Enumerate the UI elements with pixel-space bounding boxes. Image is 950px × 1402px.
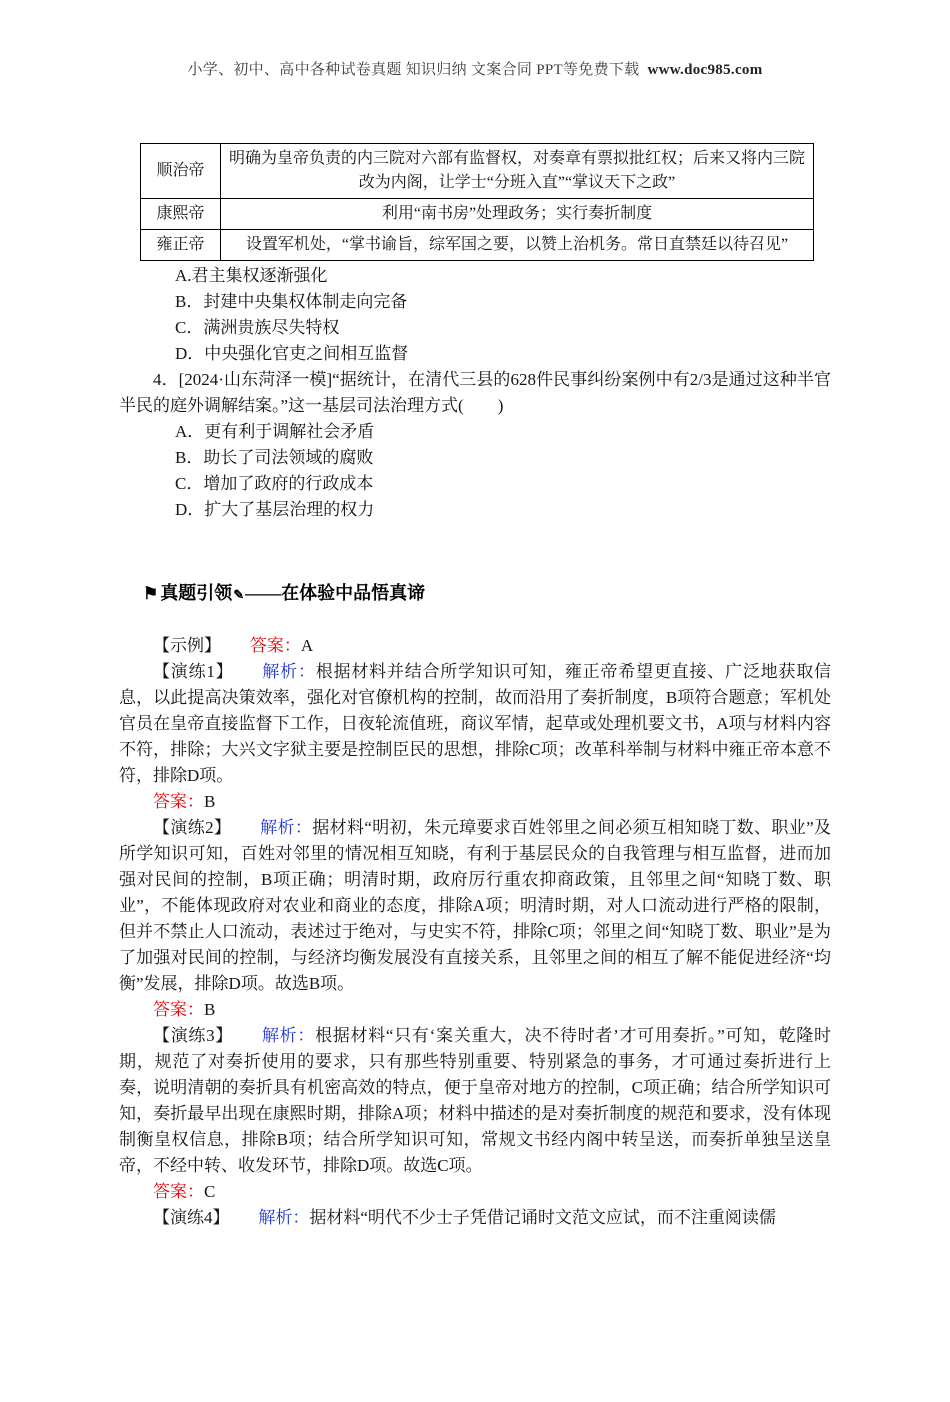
option-a: A．更有利于调解社会矛盾 bbox=[175, 422, 375, 441]
table-cell-measures: 设置军机处，“掌书谕旨，综军国之要，以赞上治机务。常日直禁廷以待召见” bbox=[221, 230, 814, 261]
analysis-body: 根据材料并结合所学知识可知，雍正帝希望更直接、广泛地获取信息，以此提高决策效率，强化对官僚机构的控制，故而沿用了奏折制度，B项符合题意；军机处官员在皇帝直接监督下工作，日夜轮流值班，商议军情，起草或处理机要文书，A项与材料内容不符，排除；大兴文字狱主要是控制臣民的思想，排除C项；改革科举制与材料中雍正帝本意不符，排除D项。 bbox=[119, 662, 832, 785]
answer-label: 答案： bbox=[153, 1000, 204, 1019]
question4-options bbox=[119, 419, 831, 523]
answer-line-3 bbox=[119, 1179, 831, 1205]
site-header bbox=[0, 58, 950, 79]
analysis-label: 解析： bbox=[261, 1026, 316, 1045]
exercise-tag: 【演练2】 bbox=[153, 818, 232, 837]
answer-label: 答案： bbox=[153, 1182, 204, 1201]
option-d: D．中央强化官吏之间相互监督 bbox=[175, 344, 409, 363]
table-row bbox=[141, 144, 814, 199]
table-cell-emperor: 顺治帝 bbox=[141, 144, 221, 199]
analysis-body: 据材料“明初，朱元璋要求百姓邻里之间必须互相知晓丁数、职业”及所学知识可知，百姓对邻里的情况相互知晓，有利于基层民众的自我管理与相互监督，进而加强对民间的控制，B项正确；明清时期，政府厉行重农抑商政策，且邻里之间“知晓丁数、职业”，不能体现政府对农业和商业的态度，排除A项；明清时期，对人口流动进行严格的限制，但并不禁止人口流动，表述过于绝对，与史实不符，排除C项；邻里之间“知晓丁数、职业”是为了加强对民间的控制，与经济均衡发展没有直接关系，且邻里之间的相互了解不能促进经济“均衡”发展，排除D项。故选B项。 bbox=[119, 818, 832, 993]
analysis-body: 据材料“明代不少士子凭借记诵时文范文应试，而不注重阅读儒 bbox=[309, 1208, 776, 1227]
option-d: D．扩大了基层治理的权力 bbox=[175, 500, 375, 519]
answer-value: B bbox=[204, 792, 216, 811]
table-row bbox=[141, 199, 814, 230]
question4-stem: 4．[2024·山东菏泽一模]“据统计，在清代三县的628件民事纠纷案例中有2/3是通过这种半官半民的庭外调解结案。”这一基层司法治理方式( ) bbox=[119, 370, 831, 415]
section-title: 真题引领 bbox=[160, 583, 233, 603]
exercise-tag: 【演练1】 bbox=[153, 662, 234, 681]
exercise-tag: 【示例】 bbox=[153, 636, 221, 655]
analysis-label: 解析： bbox=[258, 1208, 310, 1227]
answers-section bbox=[119, 633, 831, 1231]
answer-value: C bbox=[204, 1182, 216, 1201]
header-url: www.doc985.com bbox=[647, 62, 763, 78]
option-b: B．封建中央集权体制走向完备 bbox=[175, 292, 408, 311]
section-header bbox=[119, 579, 831, 605]
analysis-paragraph-1 bbox=[119, 659, 831, 789]
table-cell-measures: 利用“南书房”处理政务；实行奏折制度 bbox=[221, 199, 814, 230]
example-answer-line bbox=[119, 633, 831, 659]
flag-icon: ⚑ bbox=[143, 584, 159, 603]
analysis-label: 解析： bbox=[262, 662, 316, 681]
option-a: A.君主集权逐渐强化 bbox=[175, 266, 328, 285]
table-cell-measures: 明确为皇帝负责的内三院对六部有监督权，对奏章有票拟批红权；后来又将内三院改为内阁，让学士“分班入直”“掌议天下之政” bbox=[221, 144, 814, 199]
pen-icon: ✎ bbox=[233, 587, 245, 602]
analysis-label: 解析： bbox=[260, 818, 313, 837]
answer-line-2 bbox=[119, 997, 831, 1023]
table-cell-emperor: 康熙帝 bbox=[141, 199, 221, 230]
answer-value: B bbox=[204, 1000, 216, 1019]
answer-line-1 bbox=[119, 789, 831, 815]
option-b: B．助长了司法领域的腐败 bbox=[175, 448, 374, 467]
answer-label: 答案： bbox=[249, 636, 301, 655]
analysis-paragraph-3 bbox=[119, 1023, 831, 1179]
analysis-paragraph-4 bbox=[119, 1205, 831, 1231]
section-subtitle: ——在体验中品悟真谛 bbox=[245, 583, 426, 603]
document-body bbox=[119, 143, 831, 1231]
analysis-body: 根据材料“只有‘案关重大，决不待时者’才可用奏折。”可知，乾隆时期，规范了对奏折使用的要求，只有那些特别重要、特别紧急的事务，才可通过奏折进行上奏，说明清朝的奏折具有机密高效的特点，便于皇帝对地方的控制，C项正确；结合所学知识可知，奏折最早出现在康熙时期，排除A项；材料中描述的是对奏折制度的规范和要求，没有体现制衡皇权信息，排除B项；结合所学知识可知，常规文书经内阁中转呈送，而奏折单独呈送皇帝，不经中转、收发环节，排除D项。故选C项。 bbox=[119, 1026, 832, 1175]
answer-label: 答案： bbox=[153, 792, 204, 811]
table-cell-emperor: 雍正帝 bbox=[141, 230, 221, 261]
exercise-tag: 【演练4】 bbox=[153, 1208, 230, 1227]
emperor-measures-table bbox=[140, 143, 814, 261]
exercise-tag: 【演练3】 bbox=[153, 1026, 234, 1045]
option-c: C．满洲贵族尽失特权 bbox=[175, 318, 340, 337]
question3-options bbox=[119, 263, 831, 367]
table-row bbox=[141, 230, 814, 261]
option-c: C．增加了政府的行政成本 bbox=[175, 474, 374, 493]
header-text: 小学、初中、高中各种试卷真题 知识归纳 文案合同 PPT等免费下载 bbox=[187, 62, 640, 78]
analysis-paragraph-2 bbox=[119, 815, 831, 997]
answer-value: A bbox=[300, 636, 314, 655]
